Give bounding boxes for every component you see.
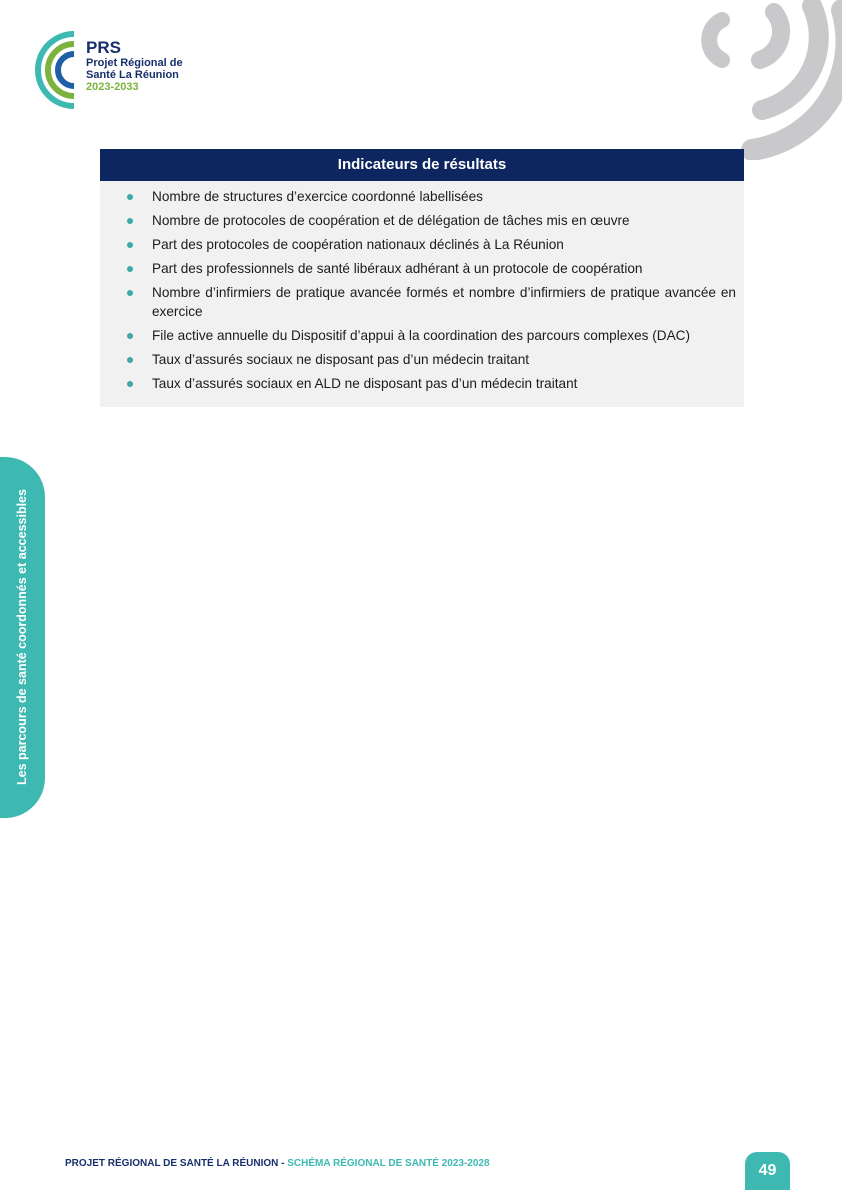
page-footer <box>65 1158 490 1169</box>
bullet-icon <box>127 218 133 224</box>
bullet-icon <box>127 266 133 272</box>
footer-schema-title: SCHÉMA RÉGIONAL DE SANTÉ 2023-2028 <box>287 1158 490 1169</box>
footer-document-title: PROJET RÉGIONAL DE SANTÉ LA RÉUNION <box>65 1158 279 1169</box>
section-side-tab-label: Les parcours de santé coordonnés et accessibles <box>15 489 29 785</box>
list-item: Part des professionnels de santé libéraux adhérant à un protocole de coopération <box>100 259 736 278</box>
decorative-arcs-icon <box>692 0 842 160</box>
logo-acronym: PRS <box>86 38 121 57</box>
page-number: 49 <box>745 1152 790 1190</box>
bullet-icon <box>127 333 133 339</box>
footer-separator: - <box>278 1158 288 1169</box>
list-item: Taux d’assurés sociaux en ALD ne disposant pas d’un médecin traitant <box>100 374 736 393</box>
list-item: Part des protocoles de coopération nationaux déclinés à La Réunion <box>100 235 736 254</box>
indicators-list <box>100 187 736 393</box>
indicators-title: Indicateurs de résultats <box>100 149 744 181</box>
list-item: Taux d’assurés sociaux ne disposant pas d’un médecin traitant <box>100 350 736 369</box>
bullet-icon <box>127 290 133 296</box>
logo-line-2: Santé La Réunion <box>86 69 179 81</box>
bullet-icon <box>127 242 133 248</box>
list-item: Nombre d’infirmiers de pratique avancée formés et nombre d’infirmiers de pratique avancée en exercice <box>100 283 736 321</box>
prs-logo-icon <box>24 30 80 110</box>
bullet-icon <box>127 194 133 200</box>
bullet-icon <box>127 357 133 363</box>
logo-line-1: Projet Régional de <box>86 57 183 69</box>
bullet-icon <box>127 381 133 387</box>
list-item: Nombre de structures d’exercice coordonné labellisées <box>100 187 736 206</box>
logo-years: 2023-2033 <box>86 81 139 93</box>
indicators-list-container <box>100 181 744 407</box>
list-item: File active annuelle du Dispositif d’appui à la coordination des parcours complexes (DAC) <box>100 326 736 345</box>
indicators-box <box>100 149 744 407</box>
prs-logo <box>24 30 204 110</box>
list-item: Nombre de protocoles de coopération et de délégation de tâches mis en œuvre <box>100 211 736 230</box>
